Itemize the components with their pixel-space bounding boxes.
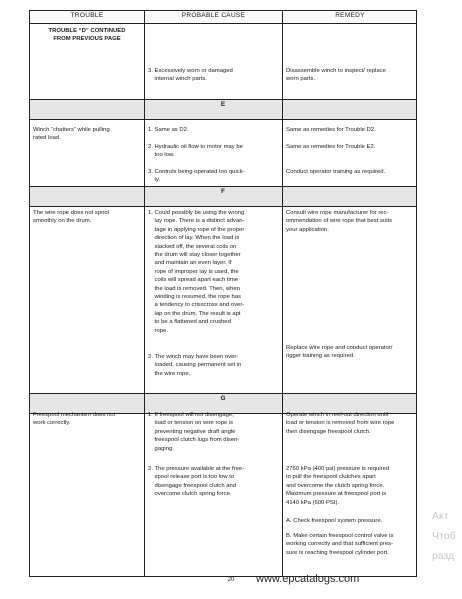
trouble-f-remedy-1: Consult wire rope manufacturer for rec- ommendation of wire rope that best suits your application. xyxy=(286,210,393,233)
trouble-e-cause-1: 1. Same as D2. xyxy=(148,127,189,133)
side-text-line-3: разд xyxy=(432,550,455,562)
header-trouble: TROUBLE xyxy=(70,12,104,19)
trouble-e-remedy-1: Same as remedies for Trouble D2. xyxy=(286,127,376,133)
side-text-line-1: Акт xyxy=(432,510,449,522)
header-remedy: REMEDY xyxy=(335,12,365,19)
trouble-e-remedy-2: Same as remedies for Trouble E2. xyxy=(286,144,376,150)
row-divider xyxy=(30,99,416,100)
trouble-g-cause-1: 1. If freespool will not disengage, load or tension on wire rope is preventing negative draft angle freespool clutch lugs from disen- gaging. xyxy=(148,412,240,452)
section-g-heading: G xyxy=(220,395,226,402)
trouble-g-remedy-2a: A. Check freespool system pressure. xyxy=(286,518,383,524)
trouble-g-cause-2: 2. The pressure available at the free- spool release port is too low to disengage freespool clutch and overcome clutch spring force. xyxy=(148,466,245,498)
trouble-f-remedy-2: Replace wire rope and conduct operator/ rigger training as required. xyxy=(286,345,393,360)
row-divider xyxy=(30,119,416,120)
trouble-g-remedy-1: Operate winch in reel-out direction until load or tension is removed from wire rope then disengage freespool clutch. xyxy=(286,412,395,435)
header-probable-cause: PROBABLE CAUSE xyxy=(181,12,246,19)
section-e-heading: E xyxy=(220,101,226,108)
page-number: 20 xyxy=(227,577,235,583)
trouble-d-continued: TROUBLE “D” CONTINUED FROM PREVIOUS PAGE xyxy=(48,28,126,43)
side-text-line-2: Чтоб xyxy=(432,530,456,542)
section-f-heading: F xyxy=(221,188,225,195)
row-divider xyxy=(30,393,416,394)
trouble-e-remedy-3: Conduct operator training as required. xyxy=(286,169,386,175)
trouble-g-description: Freespool mechanism does not work correctly. xyxy=(33,412,116,427)
trouble-d-remedy-3: Disassemble winch to inspect/ replace worn parts. xyxy=(286,68,386,83)
troubleshooting-table xyxy=(29,10,417,577)
trouble-d-cause-3: 3. Excessively worn or damaged internal winch parts. xyxy=(148,68,233,83)
row-divider xyxy=(30,186,416,187)
trouble-f-description: The wire rope does not spool smoothly on the drum. xyxy=(33,210,109,225)
trouble-f-cause-1: 1. Could possibly be using the wrong lay rope. There is a distinct advan- tage in applying rope of the proper direction of lay. When the load is slacked off, the several coils on the drum will stay closer together and maintain an even layer. If rope of improper lay is used, the coils will spread apart each time the load is removed. Then, when winding is resumed, the rope has a tendency to crisscross and over- lap on the drum. The result is apt to be a flattened and crushed rope. xyxy=(148,210,245,334)
table-header xyxy=(30,11,416,24)
column-divider-1 xyxy=(144,11,145,576)
trouble-f-cause-2: 2. The winch may have been over- loaded, causing permanent set in the wire rope. xyxy=(148,354,242,377)
watermark-link[interactable]: www.epcatalogs.com xyxy=(256,573,360,585)
row-divider xyxy=(30,206,416,207)
column-divider-2 xyxy=(282,11,283,576)
trouble-e-description: Winch “chatters” while pulling rated load. xyxy=(33,127,110,142)
trouble-e-cause-2: 2. Hydraulic oil flow to motor may be too low. xyxy=(148,144,243,159)
trouble-e-cause-3: 3. Controls being operated too quick- ly. xyxy=(148,169,245,184)
trouble-g-remedy-2b: B. Make certain freespool control valve is working correctly and that sufficient pres- sure is reaching freespool cylinder port. xyxy=(286,533,394,556)
trouble-g-remedy-2: 2760 kPa (400 psi) pressure is required to pull the freespool clutches apart and overcome the clutch spring force. Maximum pressure at freespool port is 4140 kPa (600 PSI). xyxy=(286,466,390,506)
